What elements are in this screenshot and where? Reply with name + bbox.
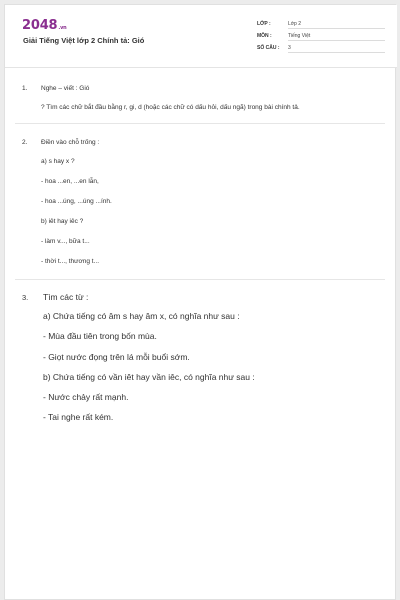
- question-number: 1.: [22, 85, 28, 92]
- question-line: a) s hay x ?: [41, 158, 75, 165]
- meta-value: Tiếng Việt: [288, 33, 385, 41]
- question-line: - hoa ...úng, ...úng ...ính.: [41, 198, 112, 205]
- site-logo[interactable]: [22, 18, 67, 33]
- question-line: - thời t..., thương t...: [41, 258, 100, 265]
- logo-suffix: .vn: [58, 25, 67, 31]
- meta-value: Lớp 2: [288, 21, 385, 29]
- divider: [15, 123, 385, 124]
- question-line: a) Chứa tiếng có âm s hay âm x, có nghĩa như sau :: [43, 311, 240, 321]
- meta-label: MÔN :: [257, 33, 272, 39]
- question-line: ? Tìm các chữ bắt đầu bằng r, gi, d (hoặc các chữ có dấu hỏi, dấu ngã) trong bài chính tả.: [41, 104, 300, 111]
- question-line: Điền vào chỗ trống :: [41, 139, 100, 146]
- question-line: - làm v..., bữa t...: [41, 238, 90, 245]
- question-line: b) iêt hay iêc ?: [41, 218, 84, 225]
- divider: [15, 279, 385, 280]
- meta-label: SỐ CÂU :: [257, 45, 280, 51]
- meta-value: 3: [288, 45, 385, 53]
- document-header: [5, 5, 397, 68]
- meta-row-subject: [257, 31, 385, 43]
- question-line: - Giọt nước đọng trên lá mỗi buổi sớm.: [43, 352, 190, 362]
- question-line: - Tai nghe rất kém.: [43, 412, 114, 422]
- document-meta: [257, 19, 385, 55]
- question-line: - hoa ...en, ...en lẫn,: [41, 178, 99, 185]
- meta-row-question-count: [257, 43, 385, 55]
- question-number: 3.: [22, 293, 29, 302]
- question-line: b) Chứa tiếng có vần iêt hay vần iêc, có nghĩa như sau :: [43, 372, 255, 382]
- question-line: - Nước chảy rất mạnh.: [43, 392, 129, 402]
- document-title: Giải Tiếng Việt lớp 2 Chính tả: Gió: [23, 36, 145, 45]
- question-line: Tìm các từ :: [43, 292, 89, 302]
- question-number: 2.: [22, 139, 28, 146]
- meta-label: LỚP :: [257, 21, 271, 27]
- question-line: - Mùa đầu tiên trong bốn mùa.: [43, 331, 157, 341]
- meta-row-class: [257, 19, 385, 31]
- logo-text: 2048: [22, 18, 58, 33]
- document-sheet: [4, 4, 396, 600]
- question-line: Nghe – viết : Gió: [41, 85, 90, 92]
